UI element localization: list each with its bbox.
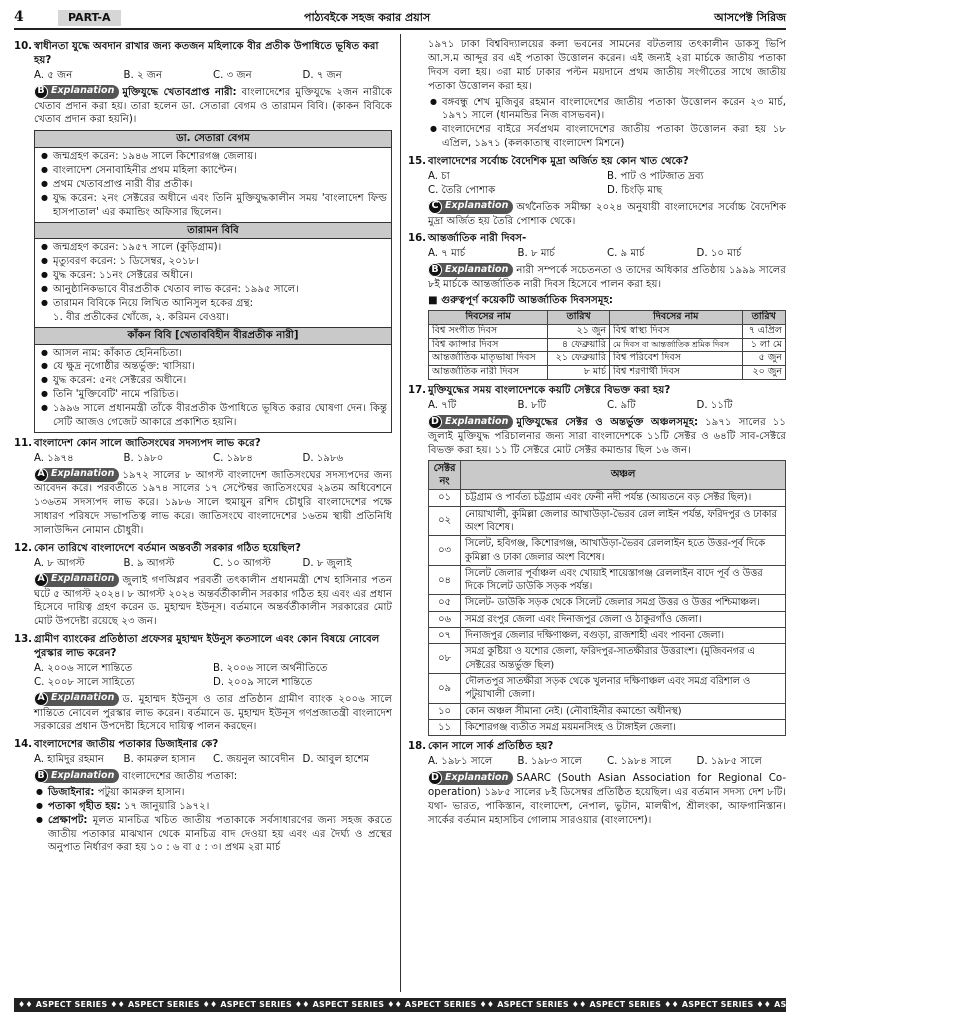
table-row: আন্তর্জাতিক মাতৃভাষা দিবস ২১ ফেব্রুয়ারি বিশ্ব পরিবেশ দিবস ৫ জুন xyxy=(429,352,786,366)
question-text: মুক্তিযুদ্ধের সময় বাংলাদেশকে কয়টি সেক্টরে বিভক্ত করা হয়? xyxy=(428,385,671,397)
list-item: ● তারামন বিবিকে নিয়ে লিখিত আনিসুল হকের গ্রন্থ: xyxy=(41,297,387,311)
question-14: 14. বাংলাদেশের জাতীয় পতাকার ডিজাইনার কে? xyxy=(14,739,219,751)
days-table-wrap xyxy=(408,310,786,381)
page-header xyxy=(14,8,786,30)
explanation: D Explanation মুক্তিযুদ্ধের সেক্টর ও অন্তর্ভুক্ত অঞ্চলসমূহ: ১৯৭১ সালের ১১ জুলাই মুক্তিযুদ্ধ পরিচালনার জন্য সারা বাংলাদেশকে ১১টি সেক্টর ও ৬৪টি সাব-সেক্টরে বিভক্ত করা হয়। ১১ টি সেক্টরে মোট সেক্টর কমান্ডার ছিল ১৬ জন। xyxy=(428,415,786,456)
question-text: বাংলাদেশের সর্বোচ্চ বৈদেশিক মুদ্রা অর্জিত হয় কোন খাত থেকে? xyxy=(428,156,689,167)
list-subitem: ১. বীর প্রতীকের খোঁজে, ২. করিমন বেওয়া। xyxy=(53,311,229,323)
page-number: 4 xyxy=(14,9,24,26)
table-row: ০৫ সিলেট- ডাউকি সড়ক থেকে সিলেট জেলার সমগ্র উত্তর ও উত্তর পশ্চিমাঞ্চল। xyxy=(429,595,786,611)
list-item: ● প্রথম খেতাবপ্রাপ্ত নারী বীর প্রতীক। xyxy=(41,178,387,192)
options: A. হামিদুর রহমান B. কামরুল হাসান C. জয়নুল আবেদীন D. আবুল হাশেম xyxy=(34,754,370,766)
question-text: গ্রামীণ ব্যাংকের প্রতিষ্ঠাতা প্রফেসর মুহাম্মদ ইউনুস কতসালে এবং কোন বিষয়ে নোবেল পুরস্কার লাভ করেন? xyxy=(34,634,380,659)
question-13: 13. গ্রামীণ ব্যাংকের প্রতিষ্ঠাতা প্রফেসর মুহাম্মদ ইউনুস কতসালে এবং কোন বিষয়ে নোবেল পুরস্কার লাভ করেন? xyxy=(14,633,392,661)
box-title: তারামন বিবি xyxy=(35,222,391,240)
page xyxy=(14,8,956,1028)
international-days-table: দিবসের নাম তারিখ দিবসের নাম তারিখ বিশ্ব সংগীত দিবস ২১ জুন বিশ্ব স্বাস্থ্য দিবস ৭ এপ্রিল বিশ্ব ক্যান্সার দিবস ৪ ফেব্রুয়ারি মে দিবস বা আন্তর্জাতিক শ্রমিক দিবস ১ লা মে আন্তর্জাতিক মাতৃভাষা দিবস ২১ ফেব্রুয়ারি বিশ্ব পরিবেশ দিবস ৫ জুন আন্তর্জাতিক নারী দিবস ৮ মার্চ বিশ্ব শরণার্থী দিবস ২০ জুন xyxy=(428,310,786,381)
question-text: আন্তর্জাতিক নারী দিবস- xyxy=(428,233,527,245)
column-divider xyxy=(400,34,401,992)
table-row: ০৭ দিনাজপুর জেলার দক্ষিণাঞ্চল, বগুড়া, রাজশাহী এবং পাবনা জেলা। xyxy=(429,628,786,644)
options: A. ৭টি B. ৮টি C. ৯টি D. ১১টি xyxy=(428,400,733,412)
flag-facts-list-continued xyxy=(408,96,786,152)
table-row: বিশ্ব সংগীত দিবস ২১ জুন বিশ্ব স্বাস্থ্য দিবস ৭ এপ্রিল xyxy=(429,324,786,338)
table-row: ০৩ সিলেট, হবিগঞ্জ, কিশোরগঞ্জ, আখাউড়া-ভৈরব রেললাইন হতে উত্তর-পূর্ব দিকে কুমিল্লা ও ঢাকা জেলার অংশ বিশেষ। xyxy=(429,536,786,566)
days-list-title: ■ গুরুত্বপূর্ণ কয়েকটি আন্তর্জাতিক দিবসসমূহ: xyxy=(428,294,613,306)
list-item: ● মৃত্যুবরণ করেন: ১ ডিসেম্বর, ২০১৮। xyxy=(41,255,387,269)
explanation: B Explanation নারী সম্পর্কে সচেতনতা ও তাদের অধিকার প্রতিষ্ঠায় ১৯৯৯ সালের ৮ই মার্চকে আন্তর্জাতিক নারী দিবস হিসেবে পালন করা হয়। xyxy=(428,263,786,290)
options: A. ৭ মার্চ B. ৮ মার্চ C. ৯ মার্চ D. ১০ মার্চ xyxy=(428,248,742,260)
question-10: 10. স্বাধীনতা যুদ্ধে অবদান রাখার জন্য কতজন মহিলাকে বীর প্রতীক উপাধিতে ভূষিত করা হয়? xyxy=(14,40,392,68)
table-row: আন্তর্জাতিক নারী দিবস ৮ মার্চ বিশ্ব শরণার্থী দিবস ২০ জুন xyxy=(429,366,786,380)
list-item: ● প্রেক্ষাপট: মূলত মানচিত্র খচিত জাতীয় পতাকাকে সর্বসাধারণের জন্য সহজ করতে জাতীয় পতাকার মাঝখান থেকে মানচিত্র বাদ দেওয়া হয় এবং এর দৈর্ঘ্য ও প্রস্থের অনুপাত নির্ধারণ করা হয় ১০ : ৬ বা ৫ : ৩। প্রথম ২রা মার্চ xyxy=(34,814,392,856)
explanation-badge: B Explanation xyxy=(34,85,119,99)
options: A. ২০০৬ সালে শান্তিতে B. ২০০৬ সালে অর্থনীতিতে C. ২০০৮ সালে সাহিত্যে D. ২০০৯ সালে শান্তিতে xyxy=(34,662,328,688)
question-16: 16. আন্তর্জাতিক নারী দিবস- xyxy=(408,233,527,245)
info-box xyxy=(34,130,392,433)
table-row: ১১ কিশোরগঞ্জ ব্যতীত সমগ্র ময়মনসিংহ ও টাঙ্গাইল জেলা। xyxy=(429,719,786,735)
list-item: ● যুদ্ধ করেন: ১১নং সেক্টরের অধীনে। xyxy=(41,269,387,283)
flag-facts-list xyxy=(14,786,392,855)
question-text: কোন সালে সার্ক প্রতিষ্ঠিত হয়? xyxy=(428,741,554,753)
explanation-badge: D Explanation xyxy=(428,771,513,785)
explanation: A Explanation ১৯৭২ সালের ৮ আগস্ট বাংলাদেশ জাতিসংঘের সদস্যপদের জন্য আবেদন করে। পরবর্তীতে ১৯৭৪ সালের ১৭ সেপ্টেম্বর জাতিসংঘের ২৯তম অধিবেশনে ১৩৬তম সদস্যপদ লাভ করে। ১৯৮৬ সালে হুমায়ুন রশিদ চৌধুরি বাংলাদেশের পক্ষে সাধারণ পরিষদে সভাপতিত্ব লাভ করে। জাতিসংঘে বাংলাদেশের ১৬তম স্থায়ী প্রতিনিধি সালাউদ্দিন নোমান চৌধুরী। xyxy=(34,468,392,536)
list-item: ● জন্মগ্রহণ করেন: ১৯৪৬ সালে কিশোরগঞ্জ জেলায়। xyxy=(41,150,387,164)
question-text: বাংলাদেশের জাতীয় পতাকার ডিজাইনার কে? xyxy=(34,739,219,751)
list-item: ● তিনি 'মুক্তিবেটি' নামে পরিচিত। xyxy=(41,388,387,402)
question-17: 17. মুক্তিযুদ্ধের সময় বাংলাদেশকে কয়টি সেক্টরে বিভক্ত করা হয়? xyxy=(408,385,671,397)
question-11: 11. বাংলাদেশ কোন সালে জাতিসংঘের সদস্যপদ লাভ করে? xyxy=(14,437,261,449)
header-series: আসপেক্ট সিরিজ xyxy=(714,10,786,24)
explanation: A Explanation জুলাই গণঅিপ্লব পরবর্তী তৎকালীন প্রধানমন্ত্রী শেখ হাসিনার পতন ঘটে ৫ আগস্ট ২০২৪। ৮ আগস্ট ২০২৪ অন্তর্বর্তীকালীন সরকার গঠিত হয় এবং এর প্রধান হিসেবে দায়িত্ব গ্রহণ করেন ড. মুহাম্মদ ইউনূস। বর্তমানে অন্তর্বর্তীকালীন সরকারের মোট মোট উপদেষ্টা রয়েছে ২৩ জন। xyxy=(34,573,392,628)
table-row: বিশ্ব ক্যান্সার দিবস ৪ ফেব্রুয়ারি মে দিবস বা আন্তর্জাতিক শ্রমিক দিবস ১ লা মে xyxy=(429,338,786,352)
explanation-badge: D Explanation xyxy=(428,415,513,429)
table-row: ০৮ সমগ্র কুষ্টিয়া ও যশোর জেলা, ফরিদপুর-সাতক্ষীরার উত্তরাংশ। (মুজিবনগর এ সেক্টরের অন্তর্ভুক্ত ছিল) xyxy=(429,644,786,674)
explanation-badge: B Explanation xyxy=(428,263,513,277)
table-row: ০৪ সিলেট জেলার পূর্বাঞ্চল এবং খোয়াই শায়েস্তাগঞ্জ রেললাইন বাদে পূর্ব ও উত্তর দিকে সিলেট ডাউকি সড়ক পর্যন্ত। xyxy=(429,565,786,595)
table-row: ০১ চট্টগ্রাম ও পার্বত্য চট্টগ্রাম এবং ফেনী নদী পর্যন্ত (আয়তনে বড় সেক্টর ছিল)। xyxy=(429,490,786,506)
footer-series-banner: ♦♦ ASPECT SERIES ♦♦ ASPECT SERIES ♦♦ ASPECT SERIES ♦♦ ASPECT SERIES ♦♦ ASPECT SERIES ♦♦ ASPECT SERIES ♦♦ ASPECT SERIES ♦♦ ASPECT SERIES ♦♦ ASPECT SERIES ♦♦ ASPECT SERIES ♦♦ xyxy=(14,998,786,1012)
question-text: স্বাধীনতা যুদ্ধে অবদান রাখার জন্য কতজন মহিলাকে বীর প্রতীক উপাধিতে ভূষিত করা হয়? xyxy=(34,41,379,66)
explanation: D Explanation SAARC (South Asian Association for Regional Co-operation) ১৯৮৫ সালের ৮ই ডিসেম্বর প্রতিষ্ঠিত হয়েছিল। এর বর্তমান সদস্য দেশ ৮টি। যথা- ভারত, পাকিস্তান, বাংলাদেশ, নেপাল, ভুটান, মালদ্বীপ, শ্রীলংকা, আফগানিস্তান। সার্কের বর্তমান মহাসচিব গোলাম সারওয়ার (বাংলাদেশ)। xyxy=(428,771,786,826)
options: A. ৮ আগস্ট B. ৯ আগস্ট C. ১০ আগস্ট D. ৮ জুলাই xyxy=(34,557,352,569)
table-row: ১০ কোন অঞ্চল সীমানা নেই। (নৌবাহিনীর কমান্ডো অধীনস্থ) xyxy=(429,703,786,719)
table-row: ০৬ সমগ্র রংপুর জেলা এবং দিনাজপুর জেলা ও ঠাকুরগাঁও জেলা। xyxy=(429,611,786,627)
list-item: ● বাংলাদেশ সেনাবাহিনীর প্রথম মহিলা ক্যাপ্টেন। xyxy=(41,164,387,178)
list-item: ● আসল নাম: কাঁকাত হেনিনচিতা। xyxy=(41,347,387,361)
options: A. ১৯৮১ সালে B. ১৯৮৩ সালে C. ১৯৮৪ সালে D. ১৯৮৫ সালে xyxy=(428,756,762,768)
explanation-badge: C Explanation xyxy=(428,200,513,214)
list-item: ● বঙ্গবন্ধু শেখ মুজিবুর রহমান বাংলাদেশের জাতীয় পতাকা উত্তোলন করেন ২৩ মার্চ, ১৯৭১ সালে (ধানমন্ডির নিজ বাসভবন)। xyxy=(428,96,786,124)
list-item: ● যুদ্ধ করেন: ২নং সেক্টরের অধীনে এবং তিনি মুক্তিযুদ্ধকালীন সময় 'বাংলাদেশ ফিল্ড হাসপাতাল' এর কমান্ডিং অফিসার ছিলেন। xyxy=(41,192,387,220)
header-title: পাঠ্যবইকে সহজ করার প্রয়াস xyxy=(304,10,431,24)
options: A. চা B. পাট ও পাটজাত দ্রব্য C. তৈরি পোশাক D. চিংড়ি মাছ xyxy=(428,170,704,196)
list-item: ● যুদ্ধ করেন: ৫নং সেক্টরের অধীনে। xyxy=(41,374,387,388)
sector-table-wrap xyxy=(408,460,786,737)
right-column xyxy=(408,36,786,830)
question-15: 15. বাংলাদেশের সর্বোচ্চ বৈদেশিক মুদ্রা অর্জিত হয় কোন খাত থেকে? xyxy=(408,156,689,167)
list-item: ● আনুষ্ঠানিকভাবে বীরপ্রতীক খেতাব লাভ করেন: ১৯৯৫ সালে। xyxy=(41,283,387,297)
left-column xyxy=(14,36,392,855)
square-bullet-icon: ■ xyxy=(428,294,442,306)
list-item: ● যে ক্ষুদ্র নৃগোষ্ঠীর অন্তর্ভুক্ত: খাসিয়া। xyxy=(41,360,387,374)
list-item: ● বাংলাদেশের বাইরে সর্বপ্রথম বাংলাদেশের জাতীয় পতাকা উত্তোলন করা হয় ১৮ এপ্রিল, ১৯৭১ (কলকাতাস্থ বাংলাদেশ মিশনে) xyxy=(428,123,786,151)
explanation: B Explanation বাংলাদেশের জাতীয় পতাকা: xyxy=(14,769,392,784)
table-row: ০২ নোয়াখালী, কুমিল্লা জেলার আখাউড়া-ভৈরব রেল লাইন পর্যন্ত, ফরিদপুর ও ঢাকার অংশ বিশেষ। xyxy=(429,506,786,536)
explanation-badge: A Explanation xyxy=(34,573,119,587)
question-12: 12. কোন তারিখে বাংলাদেশে বর্তমান অন্তবর্তী সরকার গঠিত হয়েছিল? xyxy=(14,542,301,554)
explanation-badge: A Explanation xyxy=(34,692,119,706)
list-item: ● জন্মগ্রহণ করেন: ১৯৫৭ সালে (কুড়িগ্রাম)। xyxy=(41,241,387,255)
part-label: PART-A xyxy=(58,10,121,27)
box-title: কাঁকন বিবি [খেতাববিহীন বীরপ্রতীক নারী] xyxy=(35,327,391,345)
question-text: বাংলাদেশ কোন সালে জাতিসংঘের সদস্যপদ লাভ করে? xyxy=(34,437,261,449)
table-row: ০৯ দৌলতপুর সাতক্ষীরা সড়ক থেকে খুলনার দক্ষিণাঞ্চল এবং সমগ্র বরিশাল ও পটুয়াখালী জেলা। xyxy=(429,674,786,704)
options: A. ৫ জন B. ২ জন C. ৩ জন D. ৭ জন xyxy=(34,69,342,81)
explanation: C Explanation অর্থনৈতিক সমীক্ষা ২০২৪ অনুযায়ী বাংলাদেশের সর্বোচ্চ বৈদেশিক মুদ্রা অর্জিত হয় তৈরি পোশাক থেকে। xyxy=(428,200,786,227)
list-item: ● পতাকা গৃহীত হয়: ১৭ জানুয়ারি ১৯৭২। xyxy=(34,800,392,814)
explanation-badge: B Explanation xyxy=(34,769,119,783)
continued-paragraph: ১৯৭১ ঢাকা বিশ্ববিদ্যালয়ের কলা ভবনের সামনের বটতলায় তৎকালীন ডাকসু ভিপি আ.স.ম আব্দুর রব এই পতাকা উত্তোলন করেন। এই জন্যই ২রা মার্চকে জাতীয় পতাকা দিবস বলা হয়। ৩রা মার্চ ঢাকার পল্টন ময়দানে প্রথম জাতীয় সংগীতের সাথে জাতীয় পতাকা উত্তোলন করা হয়। xyxy=(428,39,786,92)
explanation: A Explanation ড. মুহাম্মদ ইউনুস ও তার প্রতিষ্ঠান গ্রামীণ ব্যাংক ২০০৬ সালে শান্তিতে নোবেল পুরস্কার লাভ করেন। বর্তমানে ড. মুহাম্মদ ইউনূস গণপ্রজাতন্ত্রী বাংলাদেশ সরকারের প্রধান উপদেষ্টা হিসেবে দায়িত্ব পালন করছেন। xyxy=(34,692,392,733)
options: A. ১৯৭৪ B. ১৯৮০ C. ১৯৮৪ D. ১৯৮৬ xyxy=(34,452,344,464)
list-item: ● ১৯৯৬ সালে প্রধানমন্ত্রী তাঁকে বীরপ্রতীক উপাধিতে ভূষিত করার ঘোষণা দেন। কিন্তু সেটি আজও গেজেট আকারে প্রকাশিত হয়নি। xyxy=(41,402,387,430)
explanation: B Explanation মুক্তিযুদ্ধে খেতাবপ্রাপ্ত নারী: বাংলাদেশের মুক্তিযুদ্ধে ২জন নারীকে খেতাব প্রদান করা হয়। তারা হলেন ডা. সেতারা বেগম ও তারামন বিবি। (কাকন বিবিকে খেতাব প্রদান করা হয়নি)। xyxy=(34,85,392,126)
box-title: ডা. সেতারা বেগম xyxy=(35,131,391,148)
question-text: কোন তারিখে বাংলাদেশে বর্তমান অন্তবর্তী সরকার গঠিত হয়েছিল? xyxy=(34,542,301,554)
explanation-badge: A Explanation xyxy=(34,468,119,482)
list-item: ● ডিজাইনার: পটুয়া কামরুল হাসান। xyxy=(34,786,392,800)
question-18: 18. কোন সালে সার্ক প্রতিষ্ঠিত হয়? xyxy=(408,741,554,753)
sector-table: সেক্টর নং অঞ্চল ০১ চট্টগ্রাম ও পার্বত্য চট্টগ্রাম এবং ফেনী নদী পর্যন্ত (আয়তনে বড় সেক্টর ছিল)। ০২ নোয়াখালী, কুমিল্লা জেলার আখাউড়া-ভৈরব রেল লাইন পর্যন্ত, ফরিদপুর ও ঢাকার অংশ বিশেষ। ০৩ সিলেট, হবিগঞ্জ, কিশোরগঞ্জ, আখাউড়া-ভৈরব রেললাইন হতে উত্তর-পূর্ব দিকে কুমিল্লা ও ঢাকা জেলার অংশ বিশেষ। ০৪ সিলেট জেলার পূর্বাঞ্চল এবং খোয়াই শায়েস্তাগঞ্জ রেললাইন বাদে পূর্ব ও উত্তর দিকে সিলেট ডাউকি সড়ক পর্যন্ত। ০৫ সিলেট- ডাউকি সড়ক থেকে সিলেট জেলার সমগ্র উত্তর ও উত্তর পশ্চিমাঞ্চল। ০৬ সমগ্র রংপুর জেলা এবং দিনাজপুর জেলা ও ঠাকুরগাঁও জেলা। ০৭ দিনাজপুর জেলার দক্ষিণাঞ্চল, বগুড়া, রাজশাহী এবং পাবনা জেলা। ০৮ সমগ্র কুষ্টিয়া ও যশোর জেলা, ফরিদপুর-সাতক্ষীরার উত্তরাংশ। (মুজিবনগর এ সেক্টরের অন্তর্ভুক্ত ছিল) ০৯ দৌলতপুর সাতক্ষীরা সড়ক থেকে খুলনার দক্ষিণাঞ্চল এবং সমগ্র বরিশাল ও পটুয়াখালী জেলা। ১০ কোন অঞ্চল সীমানা নেই। (নৌবাহিনীর কমান্ডো অধীনস্থ) ১১ কিশোরগঞ্জ ব্যতীত সমগ্র ময়মনসিংহ ও টাঙ্গাইল জেলা। xyxy=(428,460,786,737)
